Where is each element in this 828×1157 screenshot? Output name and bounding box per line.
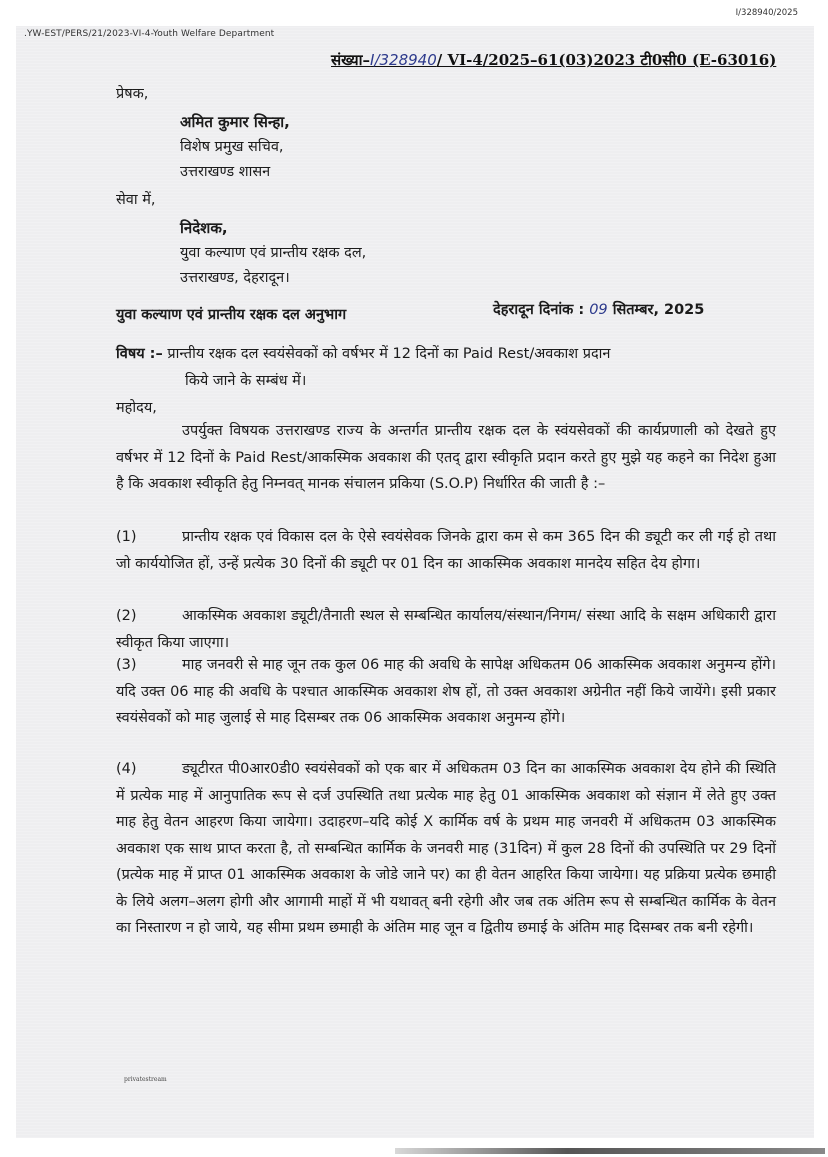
recipient-label: सेवा में,	[116, 192, 156, 208]
point-3	[116, 652, 776, 732]
point-1-text: प्रान्तीय रक्षक एवं विकास दल के ऐसे स्वयंसेवक जिनके द्वारा कम से कम 365 दिन की ड्यूटी कर ली गई हो तथा जो कार्ययोजित हों, उन्हें प्रत्येक 30 दिनों की ड्यूटी पर 01 दिन का आकस्मिक अवकाश मानदेय सहित देय होगा।	[116, 529, 776, 572]
sender-name: अमित कुमार सिन्हा,	[180, 113, 290, 131]
recipient-location: उत्तराखण्ड, देहरादून।	[180, 270, 290, 286]
point-2-number: (2)	[116, 608, 137, 624]
top-right-reference-number: I/328940/2025	[735, 8, 798, 18]
point-2	[116, 603, 776, 656]
point-3-text: माह जनवरी से माह जून तक कुल 06 माह की अवधि के सापेक्ष अधिकतम 06 आकस्मिक अवकाश अनुमन्य होंगे। यदि उक्त 06 माह की अवधि के पश्चात आकस्मिक अवकाश शेष हों, तो उक्त अवकाश अग्रेनीत नहीं किये जायेंगे। इसी प्रकार स्वयंसेवकों को माह जुलाई से माह दिसम्बर तक 06 आकस्मिक अवकाश अनुमन्य होंगे।	[116, 657, 776, 726]
subject	[116, 341, 780, 395]
salutation: महोदय,	[116, 400, 157, 416]
footer-stamp: privatestream	[124, 1076, 167, 1083]
subject-label: विषय :–	[116, 346, 163, 362]
letter-number-label: संख्या–	[331, 51, 371, 69]
subject-line-1: प्रान्तीय रक्षक दल स्वयंसेवकों को वर्षभर में 12 दिनों का Paid Rest/अवकाश प्रदान	[167, 346, 611, 362]
subject-line-2: किये जाने के सम्बंध में।	[185, 373, 307, 389]
letter-number	[331, 50, 776, 70]
handwritten-number: I/328940	[370, 51, 437, 69]
point-3-number: (3)	[116, 657, 137, 673]
sender-designation: विशेष प्रमुख सचिव,	[180, 139, 284, 155]
point-4-number: (4)	[116, 761, 137, 777]
letter-number-rest: / VI-4/2025–61(03)2023 टी0सी0 (E-63016)	[436, 51, 777, 69]
point-4-text: ड्यूटीरत पी0आर0डी0 स्वयंसेवकों को एक बार में अधिकतम 03 दिन का आकस्मिक अवकाश देय होने की स्थिति में प्रत्येक माह में आनुपातिक रूप से दर्ज उपस्थिति तथा प्रत्येक माह हेतु 01 आकस्मिक अवकाश को संज्ञान में लेते हुए उक्त माह हेतु वेतन आहरण किया जायेगा। उदाहरण–यदि कोई X कार्मिक वर्ष के प्रथम माह जनवरी में अधिकतम 03 आकस्मिक अवकाश एक साथ प्राप्त करता है, तो सम्बन्धित कार्मिक के जनवरी माह (31दिन) में कुल 28 दिनों की उपस्थिति पर 29 दिनों (प्रत्येक माह में प्राप्त 01 आकस्मिक अवकाश के जोडे जाने पर) का ही वेतन आहरित किया जायेगा। यह प्रक्रिया प्रत्येक छमाही के लिये अलग–अलग होगी और आगामी माहों में भी यथावत् बनी रहेगी और जब तक अंतिम रूप से सम्बन्धित कार्मिक के वेतन का निस्तारण न हो जाये, यह सीमा प्रथम छमाही के अंतिम माह जून व द्वितीय छमाई के अंतिम माह दिसम्बर तक बनी रहेगी।	[116, 761, 776, 936]
section-name: युवा कल्याण एवं प्रान्तीय रक्षक दल अनुभाग	[116, 307, 347, 323]
point-1	[116, 524, 776, 577]
point-4	[116, 756, 776, 942]
place-date	[493, 300, 704, 320]
handwritten-date: 09	[589, 302, 608, 318]
date-month-year: सितम्बर, 2025	[612, 302, 705, 318]
file-reference: .YW-EST/PERS/21/2023-VI-4-Youth Welfare Department	[24, 29, 275, 39]
intro-paragraph: उपर्युक्त विषयक उत्तराखण्ड राज्य के अन्तर्गत प्रान्तीय रक्षक दल के स्वंयसेवकों की कार्यप्रणाली को देखते हुए वर्षभर में 12 दिनों के Paid Rest/आकस्मिक अवकाश की एतद् द्वारा स्वीकृति प्रदान करते हुए मुझे यह कहने का निदेश हुआ है कि अवकाश स्वीकृति हेतु निम्नवत् मानक संचालन प्रकिया (S.O.P) निर्धारित की जाती है :–	[116, 423, 776, 492]
point-1-number: (1)	[116, 529, 137, 545]
sender-label: प्रेषक,	[116, 86, 149, 102]
recipient-title: निदेशक,	[180, 219, 228, 237]
scan-edge-shadow	[395, 1148, 825, 1154]
recipient-department: युवा कल्याण एवं प्रान्तीय रक्षक दल,	[180, 245, 367, 261]
place-date-label: देहरादून दिनांक :	[493, 302, 585, 318]
sender-office: उत्तराखण्ड शासन	[180, 164, 271, 180]
point-2-text: आकस्मिक अवकाश ड्यूटी/तैनाती स्थल से सम्बन्धित कार्यालय/संस्थान/निगम/ संस्था आदि के सक्षम अधिकारी द्वारा स्वीकृत किया जाएगा।	[116, 608, 776, 651]
